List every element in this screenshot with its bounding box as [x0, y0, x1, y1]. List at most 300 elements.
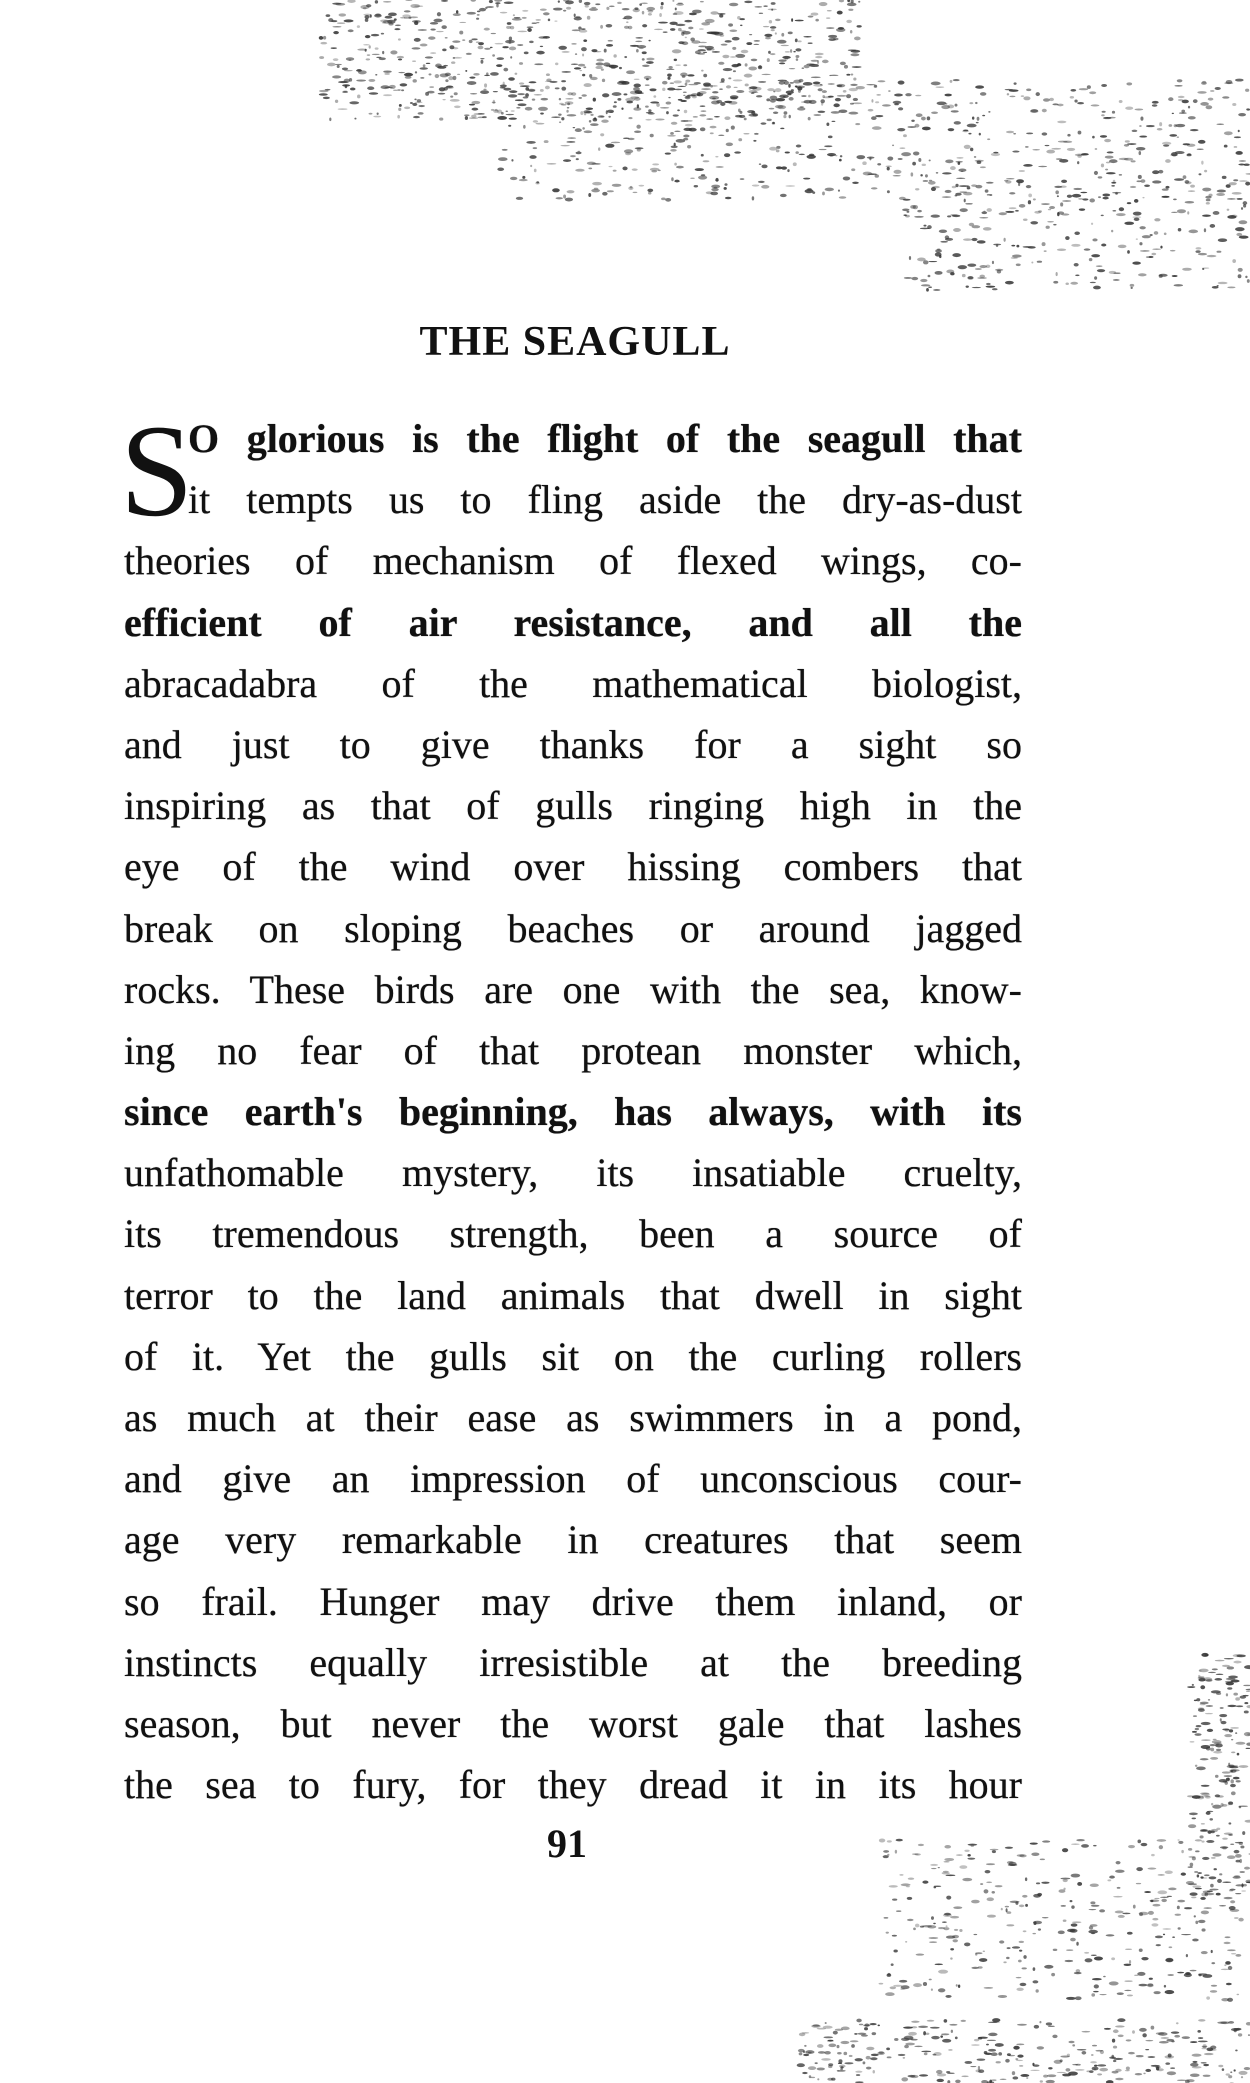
speckle: [1188, 116, 1196, 119]
speckle: [539, 36, 548, 39]
speckle: [849, 2055, 853, 2057]
speckle: [1091, 2054, 1094, 2056]
speckle: [955, 2036, 958, 2039]
speckle: [1233, 1654, 1243, 1657]
speckle: [1151, 253, 1156, 255]
speckle: [1042, 242, 1046, 246]
speckle: [1005, 89, 1014, 90]
speckle: [893, 1949, 897, 1952]
speckle: [368, 79, 375, 82]
speckle: [445, 73, 451, 77]
speckle: [906, 1886, 910, 1887]
speckle: [777, 40, 787, 44]
speckle: [1175, 124, 1185, 127]
speckle: [1089, 2070, 1093, 2073]
speckle: [946, 2071, 950, 2073]
speckle: [771, 29, 775, 31]
speckle: [465, 116, 468, 120]
speckle: [1241, 1883, 1243, 1887]
speckle: [1145, 2049, 1149, 2050]
speckle: [972, 116, 974, 119]
speckle: [1115, 1911, 1124, 1914]
speckle: [1073, 188, 1082, 190]
speckle: [642, 24, 647, 27]
speckle: [1151, 2065, 1160, 2067]
speckle: [639, 3, 642, 5]
speckle: [442, 99, 445, 100]
speckle: [480, 58, 484, 59]
speckle: [684, 110, 687, 113]
speckle: [545, 81, 553, 82]
speckle: [1119, 174, 1122, 175]
speckle: [1022, 1895, 1027, 1898]
speckle: [437, 66, 446, 69]
speckle: [1137, 1839, 1141, 1843]
speckle: [400, 17, 405, 18]
speckle: [1040, 2080, 1043, 2082]
speckle: [1188, 1883, 1197, 1885]
speckle: [852, 182, 859, 184]
speckle: [1246, 1691, 1250, 1692]
speckle: [583, 66, 586, 68]
speckle: [1016, 179, 1024, 183]
speckle: [591, 189, 600, 193]
speckle: [1007, 93, 1009, 95]
speckle: [806, 63, 815, 65]
speckle: [342, 84, 350, 86]
speckle: [893, 1985, 902, 1987]
speckle: [1056, 272, 1058, 276]
speckle: [909, 2037, 913, 2040]
speckle: [489, 0, 493, 3]
speckle: [601, 68, 604, 70]
speckle: [435, 74, 439, 78]
speckle: [650, 134, 654, 138]
speckle: [856, 155, 865, 159]
speckle: [506, 111, 509, 112]
speckle: [827, 2078, 833, 2081]
speckle: [873, 2070, 875, 2074]
speckle: [536, 181, 539, 183]
speckle: [376, 57, 381, 58]
speckle: [453, 57, 462, 59]
speckle: [375, 0, 378, 4]
speckle: [384, 73, 389, 74]
speckle: [1033, 1894, 1041, 1898]
speckle: [995, 2043, 1004, 2047]
speckle: [1150, 234, 1153, 236]
speckle: [1015, 2058, 1018, 2060]
speckle: [478, 46, 484, 50]
speckle: [1077, 1882, 1082, 1886]
speckle: [913, 1983, 922, 1987]
speckle: [872, 126, 882, 130]
speckle: [409, 16, 418, 18]
page-number: 91: [547, 1821, 587, 1866]
speckle: [404, 107, 410, 110]
speckle: [668, 97, 670, 98]
speckle: [797, 2063, 805, 2067]
speckle: [1097, 2073, 1102, 2075]
speckle: [390, 50, 397, 54]
speckle: [402, 14, 411, 17]
speckle: [1136, 1883, 1141, 1884]
speckle: [855, 123, 860, 125]
speckle: [1139, 226, 1145, 229]
speckle: [1168, 124, 1172, 127]
speckle: [851, 2044, 855, 2048]
speckle: [765, 37, 771, 40]
speckle: [1015, 210, 1019, 212]
speckle: [1134, 199, 1138, 203]
speckle: [932, 2054, 936, 2056]
speckle: [1132, 262, 1141, 265]
speckle: [1222, 96, 1229, 98]
speckle: [828, 2040, 833, 2041]
speckle: [904, 2045, 909, 2049]
speckle: [574, 67, 581, 69]
speckle: [377, 113, 379, 115]
speckle: [404, 17, 409, 19]
speckle: [1112, 111, 1115, 114]
speckle: [388, 13, 397, 17]
speckle: [449, 45, 454, 49]
speckle: [686, 95, 690, 98]
speckle: [975, 1952, 982, 1954]
speckle: [1020, 2074, 1029, 2077]
speckle: [927, 116, 931, 120]
speckle: [958, 169, 966, 172]
speckle: [752, 184, 760, 186]
speckle: [1192, 1857, 1196, 1861]
speckle: [1205, 1713, 1213, 1714]
speckle: [526, 141, 536, 144]
speckle: [811, 76, 821, 78]
speckle: [1111, 185, 1115, 186]
speckle: [956, 157, 963, 158]
speckle: [1076, 1942, 1078, 1946]
speckle: [1093, 1991, 1098, 1992]
speckle: [975, 160, 984, 162]
speckle: [1072, 2044, 1075, 2046]
speckle: [1101, 244, 1106, 247]
speckle: [787, 93, 791, 95]
speckle: [978, 2037, 988, 2039]
speckle: [796, 145, 802, 148]
speckle: [1167, 2071, 1176, 2075]
speckle: [724, 101, 732, 103]
speckle: [1198, 1974, 1201, 1976]
speckle: [1038, 1928, 1041, 1930]
speckle: [907, 1897, 912, 1900]
speckle: [1216, 1674, 1224, 1675]
speckle: [813, 84, 823, 87]
speckle: [899, 147, 905, 149]
speckle: [565, 101, 574, 104]
speckle: [417, 99, 421, 102]
speckle: [894, 103, 899, 105]
speckle: [1230, 1680, 1239, 1683]
speckle: [715, 156, 718, 158]
speckle: [1236, 1780, 1241, 1782]
speckle: [682, 31, 690, 35]
speckle: [963, 238, 972, 240]
speckle: [398, 59, 402, 61]
speckle: [971, 2044, 980, 2046]
speckle: [779, 81, 785, 85]
speckle: [375, 47, 379, 49]
speckle: [1139, 1912, 1143, 1916]
speckle: [1244, 1867, 1250, 1870]
speckle: [459, 31, 463, 35]
speckle: [946, 1935, 955, 1938]
speckle: [571, 43, 576, 45]
speckle: [730, 95, 739, 99]
speckle: [1229, 1906, 1236, 1910]
speckle: [332, 3, 341, 5]
speckle: [856, 2074, 860, 2076]
speckle: [1201, 1785, 1210, 1787]
speckle: [901, 1883, 911, 1886]
speckle: [532, 99, 535, 101]
speckle: [642, 58, 645, 61]
speckle: [1140, 117, 1143, 121]
speckle: [1226, 2073, 1230, 2075]
speckle: [1044, 1965, 1053, 1969]
speckle: [1231, 1752, 1235, 1754]
speckle: [1199, 1669, 1209, 1673]
speckle: [850, 84, 858, 86]
speckle: [954, 121, 961, 125]
speckle: [453, 13, 461, 16]
speckle: [611, 67, 616, 69]
speckle: [920, 228, 930, 230]
speckle: [846, 74, 850, 76]
speckle: [1061, 213, 1069, 215]
speckle: [1070, 1929, 1078, 1933]
speckle: [851, 168, 855, 171]
speckle: [800, 106, 804, 108]
speckle: [538, 107, 548, 111]
speckle: [1053, 224, 1056, 226]
speckle: [1075, 1996, 1082, 2000]
speckle: [725, 40, 732, 42]
speckle: [1209, 1818, 1213, 1820]
speckle: [1000, 2079, 1007, 2080]
speckle: [1215, 1775, 1219, 1778]
speckle: [1212, 1853, 1221, 1856]
speckle: [985, 2053, 992, 2055]
speckle: [1025, 146, 1029, 148]
speckle: [969, 223, 974, 227]
speckle: [847, 0, 850, 2]
speckle: [335, 64, 342, 65]
speckle: [1213, 1739, 1217, 1740]
speckle: [920, 174, 923, 176]
speckle: [841, 2041, 850, 2044]
speckle: [1227, 198, 1236, 199]
speckle: [877, 2052, 885, 2056]
speckle: [683, 135, 689, 138]
speckle: [1030, 109, 1038, 113]
speckle: [497, 116, 507, 120]
speckle: [357, 95, 360, 99]
speckle: [1229, 1765, 1238, 1767]
speckle: [1085, 1958, 1093, 1962]
speckle: [1070, 1900, 1073, 1902]
speckle: [1222, 1881, 1231, 1883]
speckle: [889, 1885, 898, 1887]
speckle: [1052, 2035, 1057, 2039]
speckle: [1099, 2068, 1108, 2072]
speckle: [1210, 224, 1216, 228]
speckle: [1058, 141, 1068, 143]
speckle: [1070, 96, 1074, 99]
speckle: [809, 100, 817, 104]
speckle: [726, 85, 731, 88]
speckle: [839, 0, 844, 2]
text-line: so frail. Hunger may drive them inland, or: [124, 1578, 1022, 1624]
speckle: [1109, 117, 1116, 119]
speckle: [731, 64, 739, 67]
speckle: [910, 2075, 918, 2078]
speckle: [1020, 1983, 1027, 1986]
speckle: [1201, 2062, 1207, 2064]
speckle: [1092, 2067, 1099, 2071]
speckle: [1017, 2055, 1023, 2058]
speckle: [817, 2067, 825, 2070]
speckle: [1194, 1915, 1196, 1917]
speckle: [1130, 186, 1136, 188]
speckle: [497, 167, 504, 171]
speckle: [904, 2036, 914, 2040]
speckle: [607, 190, 614, 192]
speckle: [748, 66, 757, 70]
speckle: [1186, 1954, 1188, 1957]
speckle: [600, 133, 604, 136]
speckle: [1012, 151, 1019, 153]
speckle: [1109, 1981, 1119, 1985]
speckle: [1236, 1994, 1239, 1995]
speckle: [611, 142, 620, 144]
speckle: [677, 109, 680, 111]
speckle: [852, 66, 862, 68]
speckle: [1152, 101, 1158, 103]
speckle: [1183, 175, 1187, 179]
speckle: [394, 18, 397, 20]
speckle: [1060, 2055, 1069, 2057]
speckle: [1159, 274, 1163, 278]
speckle: [574, 13, 576, 17]
speckle: [1032, 1933, 1036, 1934]
speckle: [602, 79, 605, 83]
speckle: [470, 0, 476, 2]
speckle: [1237, 1753, 1240, 1756]
speckle: [1089, 198, 1094, 202]
speckle: [418, 105, 425, 107]
speckle: [1219, 1714, 1227, 1717]
speckle: [901, 152, 911, 156]
speckle: [1231, 215, 1237, 218]
speckle: [953, 1906, 962, 1909]
speckle: [646, 112, 654, 114]
speckle: [1038, 210, 1042, 212]
speckle: [866, 2047, 874, 2051]
speckle: [575, 169, 585, 172]
speckle: [1195, 1850, 1200, 1852]
speckle: [805, 189, 814, 193]
speckle: [589, 74, 592, 78]
speckle: [1058, 1931, 1065, 1935]
speckle: [448, 76, 453, 80]
speckle: [775, 105, 783, 109]
speckle: [732, 47, 736, 50]
speckle: [1243, 201, 1248, 205]
speckle: [1201, 1893, 1206, 1897]
speckle: [1167, 1896, 1172, 1897]
speckle: [1070, 1938, 1076, 1942]
speckle: [928, 275, 931, 278]
speckle: [797, 86, 802, 90]
speckle: [579, 0, 582, 3]
speckle: [902, 209, 909, 212]
speckle: [476, 41, 480, 43]
speckle: [1241, 1890, 1246, 1891]
speckle: [630, 91, 640, 95]
speckle: [955, 193, 961, 196]
speckle: [595, 66, 602, 69]
speckle: [624, 149, 633, 153]
speckle: [1142, 235, 1151, 238]
speckle: [942, 1921, 947, 1923]
speckle: [1210, 1990, 1217, 1993]
speckle: [1194, 1733, 1201, 1736]
speckle: [1106, 1934, 1115, 1936]
speckle: [1071, 244, 1080, 247]
speckle: [665, 198, 671, 202]
speckle: [492, 54, 495, 56]
speckle: [692, 10, 702, 14]
speckle: [1225, 1681, 1233, 1683]
speckle: [728, 101, 737, 105]
speckle: [614, 101, 617, 103]
speckle: [1009, 192, 1015, 194]
speckle: [1041, 1882, 1049, 1884]
speckle: [1102, 193, 1110, 196]
speckle: [576, 16, 581, 18]
speckle: [697, 53, 705, 55]
speckle: [648, 109, 651, 112]
speckle: [1160, 1897, 1169, 1898]
speckle: [770, 96, 777, 100]
speckle: [1056, 158, 1062, 160]
speckle: [986, 283, 990, 285]
speckle: [473, 73, 479, 76]
speckle: [613, 105, 617, 108]
speckle: [808, 16, 814, 18]
speckle: [1012, 255, 1022, 258]
speckle: [502, 46, 509, 48]
speckle: [840, 2068, 843, 2070]
speckle: [566, 110, 568, 113]
speckle: [1101, 84, 1107, 87]
speckle: [929, 1941, 937, 1943]
speckle: [945, 235, 949, 239]
text-line: the sea to fury, for they dread it in its hour: [124, 1762, 1022, 1808]
speckle: [1178, 96, 1185, 98]
speckle: [749, 90, 757, 93]
speckle: [1224, 1734, 1232, 1737]
